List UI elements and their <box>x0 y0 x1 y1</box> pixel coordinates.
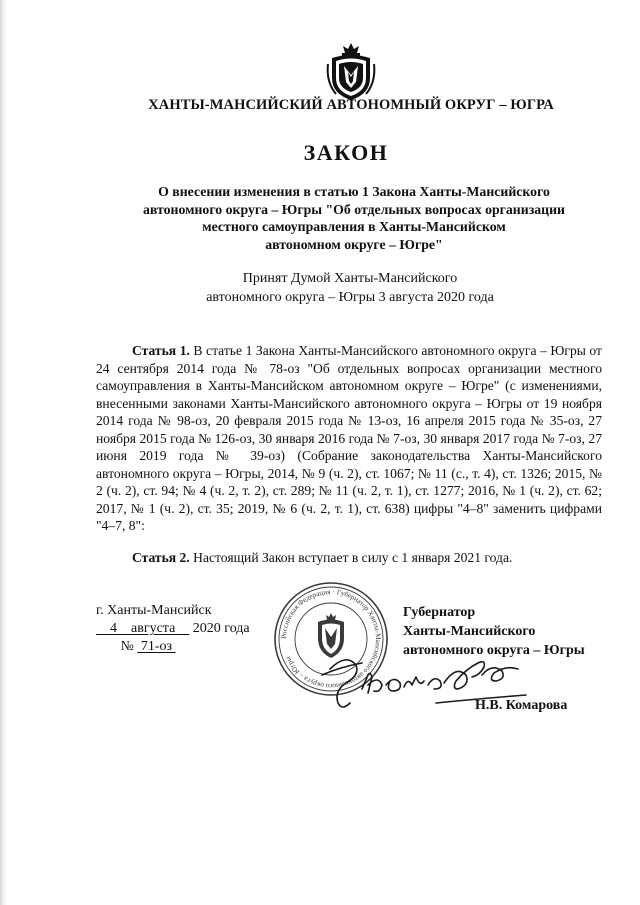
signer-name: Н.В. Комарова <box>475 698 568 713</box>
adoption-line: автономного округа – Югры 3 августа 2020 года <box>206 290 494 305</box>
subject-line: местного самоуправления в Ханты-Мансийском <box>202 219 506 234</box>
adoption-line: Принят Думой Ханты-Мансийского <box>242 271 458 286</box>
city: г. Ханты-Мансийск <box>96 603 212 618</box>
law-subject <box>104 183 604 253</box>
date-year: 2020 года <box>192 621 250 636</box>
adoption-note <box>150 269 550 307</box>
number-prefix: № <box>120 639 134 654</box>
article-1-text: В статье 1 Закона Ханты-Мансийского автономного округа – Югры от 24 сентября 2014 года № 78-оз "Об отдельных вопросах организации местного самоуправления в Ханты-Мансийском автономном округе – Югре" (с изменениями, внесенными законами Ханты-Мансийского автономного округа – Югры от 19 ноября 2014 года № 98-оз, 20 февраля 2015 года № 13-оз, 16 апреля 2015 года № 35-оз, 27 ноября 2015 года № 126-оз, 30 января 2016 года № 7-оз, 30 января 2017 года № 7-оз, 27 июня 2019 года № 39-оз) (Собрание законодательства Ханты-Мансийского автономного округа – Югры, 2014, № 9 (ч. 2), ст. 1067; № 11 (с., т. 4), ст. 1326; 2015, № 2 (ч. 2), ст. 94; № 4 (ч. 2, т. 2), ст. 289; № 11 (ч. 2, т. 1), ст. 1277; 2016, № 1 (ч. 2), ст. 62; 2017, № 1 (ч. 2), ст. 35; 2019, № 6 (ч. 2, т. 1), ст. 638) цифры "4–8" заменить цифрами "4–7, 8": <box>96 343 602 534</box>
governor-line: автономного округа – Югры <box>403 643 585 658</box>
governor-line: Ханты-Мансийского <box>403 624 536 639</box>
signing-date <box>96 620 276 638</box>
date-month: августа <box>131 621 176 636</box>
date-day: 4 <box>110 621 117 636</box>
article-2-text: Настоящий Закон вступает в силу с 1 января 2021 года. <box>189 550 513 565</box>
document-type: ЗАКОН <box>303 140 389 165</box>
region-title: ХАНТЫ-МАНСИЙСКИЙ АВТОНОМНЫЙ ОКРУГ – ЮГРА <box>148 97 554 113</box>
number-value: 71-оз <box>140 639 173 654</box>
article-1-label: Статья 1. <box>132 343 190 358</box>
law-number <box>96 638 276 656</box>
place-and-date <box>96 602 276 656</box>
scan-edge <box>0 0 7 905</box>
handwritten-signature <box>316 645 541 715</box>
subject-line: О внесении изменения в статью 1 Закона Ханты-Мансийского <box>158 184 550 199</box>
seal-text: Российская Федерация · Губернатор Ханты-Мансийского автономного округа – Югры <box>279 587 383 691</box>
governor-line: Губернатор <box>403 605 476 620</box>
article-2-label: Статья 2. <box>132 550 190 565</box>
coat-of-arms-icon <box>326 42 376 102</box>
subject-line: автономного округа – Югры "Об отдельных вопросах организации <box>143 201 565 217</box>
article-2 <box>96 549 602 567</box>
article-1 <box>96 342 602 535</box>
subject-line: автономном округе – Югре" <box>265 236 443 252</box>
